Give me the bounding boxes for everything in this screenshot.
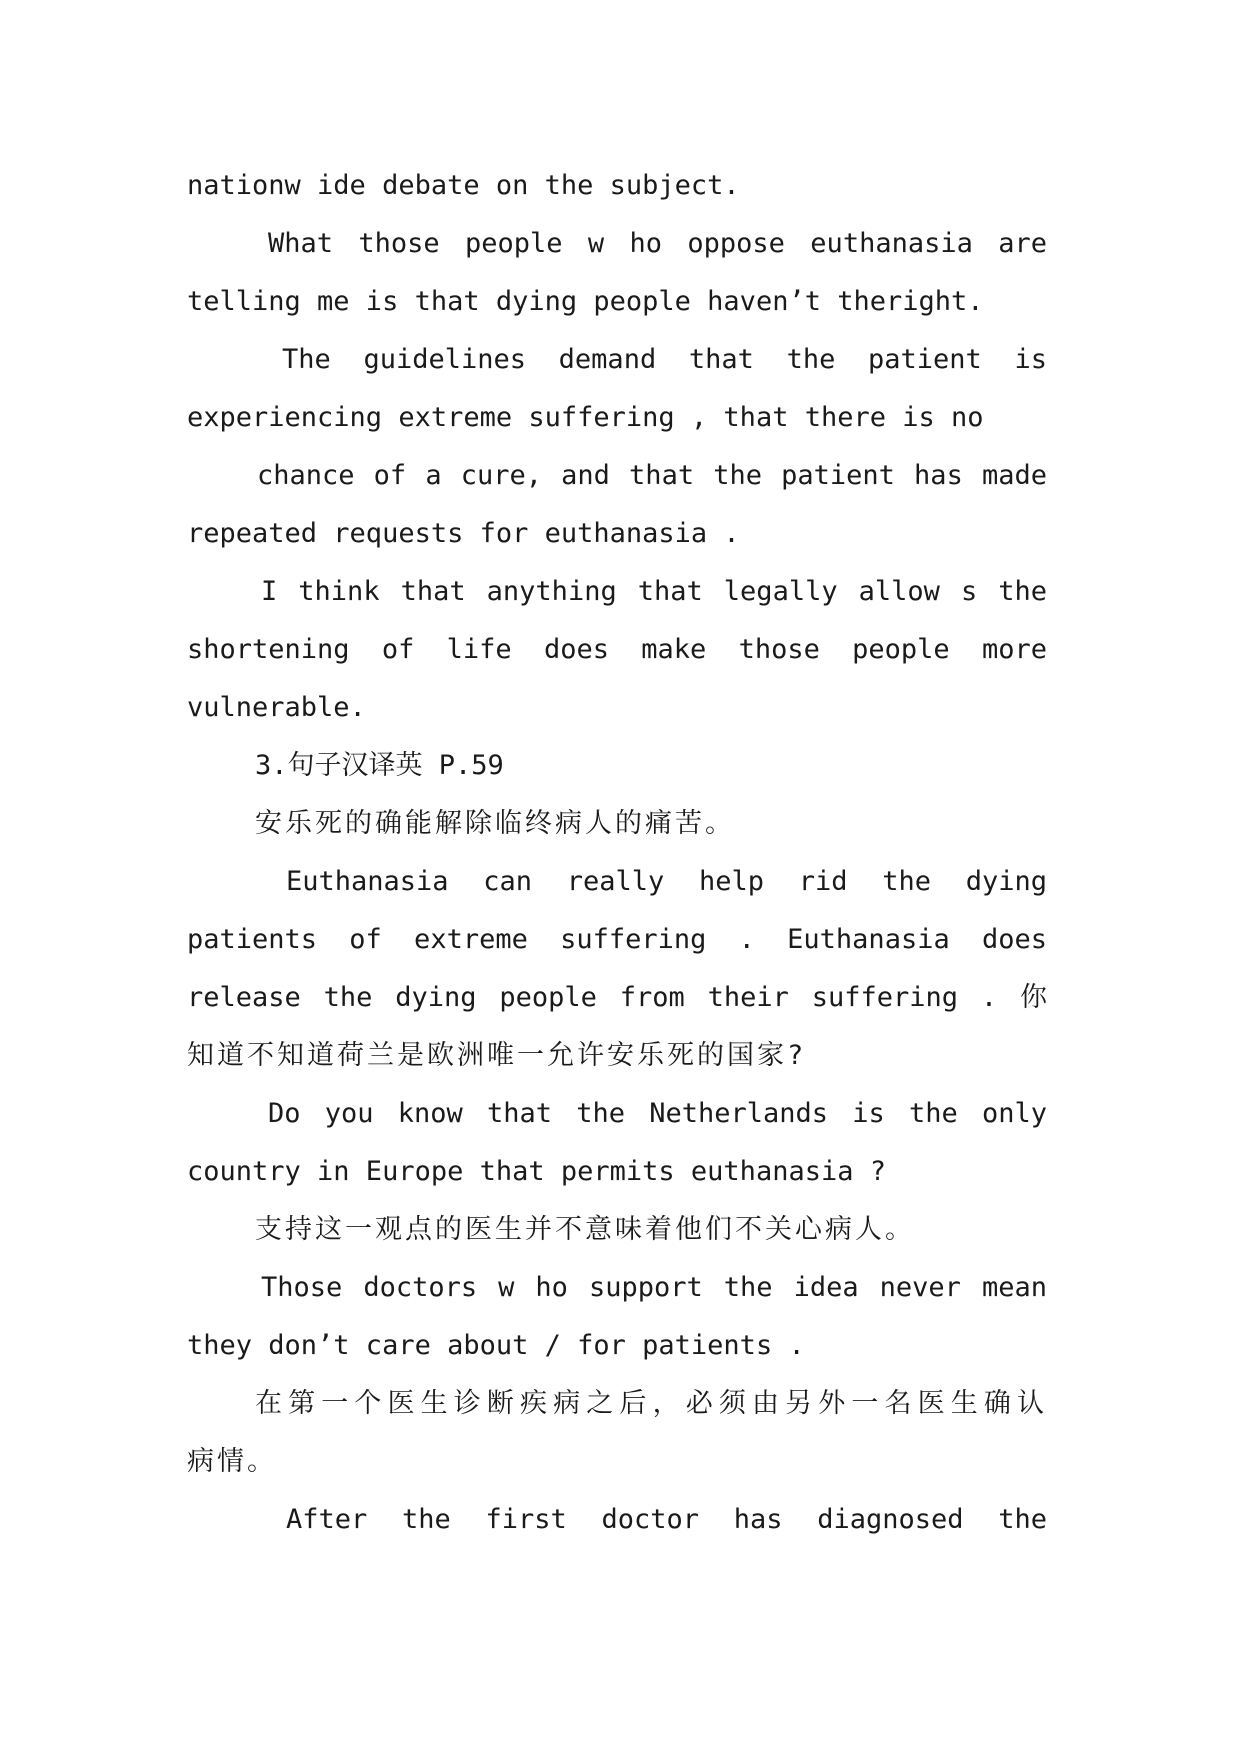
- text-line: chance of a cure, and that the patient has made: [257, 460, 1047, 491]
- text-line: experiencing extreme suffering , that there is no: [187, 402, 984, 433]
- text-line: 病情。: [187, 1446, 277, 1477]
- text-line: After the first doctor has diagnosed the: [286, 1504, 1047, 1535]
- text-line: 知道不知道荷兰是欧洲唯一允许安乐死的国家?: [187, 1040, 807, 1071]
- text-line: 在第一个医生诊断疾病之后，必须由另外一名医生确认: [255, 1388, 1047, 1419]
- text-line: vulnerable.: [187, 692, 366, 723]
- text-line: country in Europe that permits euthanasia ?: [187, 1156, 886, 1187]
- text-line: telling me is that dying people haven’t theright.: [187, 286, 984, 317]
- text-line: The guidelines demand that the patient is: [282, 344, 1047, 375]
- text-line: patients of extreme suffering . Euthanasia does: [187, 924, 1047, 955]
- text-line: 安乐死的确能解除临终病人的痛苦。: [255, 808, 735, 839]
- section-heading: 3.句子汉译英 P.59: [255, 750, 504, 781]
- text-line: shortening of life does make those people more: [187, 634, 1047, 665]
- text-line: nationw ide debate on the subject.: [187, 170, 740, 201]
- text-line: repeated requests for euthanasia .: [187, 518, 740, 549]
- text-line: What those people w ho oppose euthanasia are: [268, 228, 1047, 259]
- text-line: Those doctors w ho support the idea never mean: [261, 1272, 1047, 1303]
- text-line: Do you know that the Netherlands is the only: [268, 1098, 1047, 1129]
- text-line: 支持这一观点的医生并不意味着他们不关心病人。: [255, 1214, 915, 1245]
- text-line: release the dying people from their suffering . 你: [187, 982, 1047, 1013]
- text-line: they don’t care about / for patients .: [187, 1330, 805, 1361]
- text-line: I think that anything that legally allow s the: [261, 576, 1047, 607]
- text-line: Euthanasia can really help rid the dying: [286, 866, 1047, 897]
